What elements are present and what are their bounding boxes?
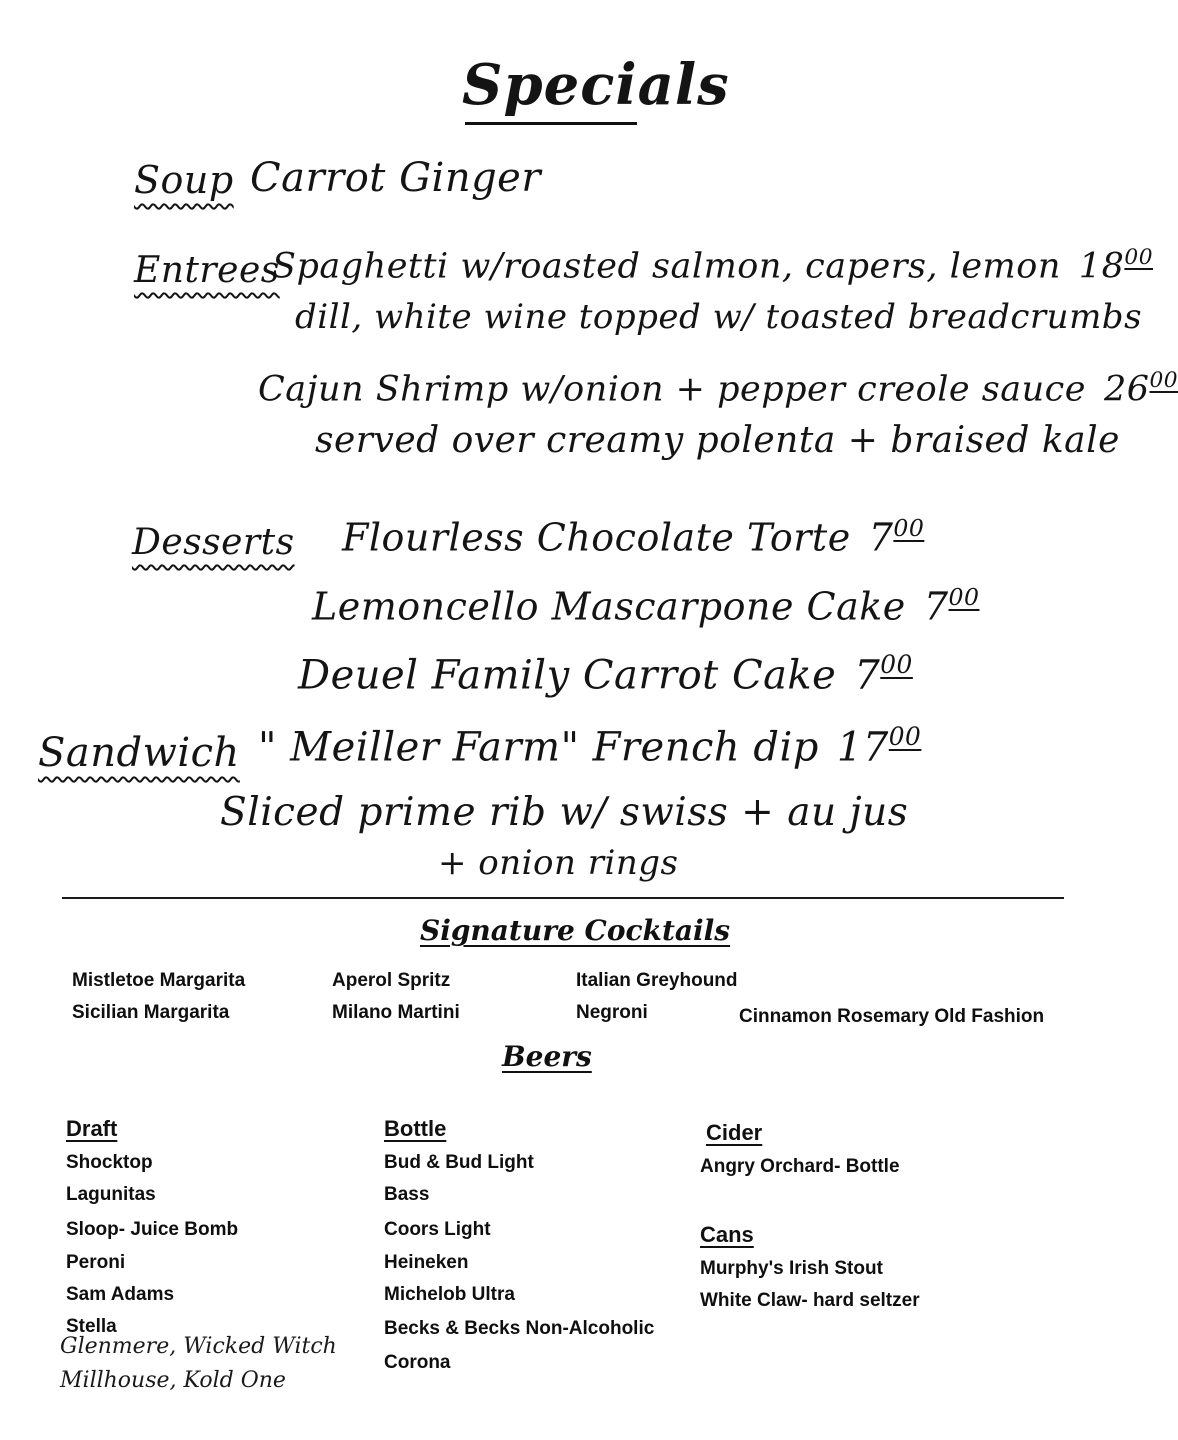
list-item: Lagunitas (66, 1184, 156, 1205)
cocktails-heading: Signature Cocktails (420, 914, 731, 947)
entree-2-desc: Cajun Shrimp w/onion + pepper creole sauce (258, 369, 1086, 410)
soup-label: Soup (134, 158, 234, 202)
sandwich-line2: Sliced prime rib w/ swiss + au jus (220, 790, 909, 835)
list-item: Heineken (384, 1252, 469, 1273)
entree-1-price-dollars: 18 (1078, 246, 1125, 287)
beers-heading: Beers (502, 1040, 592, 1073)
list-item: Milano Martini (332, 1002, 460, 1023)
dessert-3 (298, 650, 913, 698)
entree-1-desc: Spaghetti w/roasted salmon, capers, lemon (272, 246, 1061, 287)
dessert-2-price-dollars: 7 (923, 584, 949, 629)
title-underline (465, 122, 637, 125)
dessert-2 (312, 583, 979, 629)
draft-heading: Draft (66, 1116, 118, 1141)
soup-item: Carrot Ginger (250, 155, 541, 201)
list-item: Aperol Spritz (332, 970, 451, 991)
sandwich-name: " Meiller Farm" French dip (258, 724, 819, 771)
entree-1-line2: dill, white wine topped w/ toasted breadcrumbs (295, 297, 1143, 337)
page-title: Specials (462, 52, 730, 118)
entree-1-price (1079, 245, 1153, 286)
bottle-heading: Bottle (384, 1116, 447, 1141)
entree-2-price (1104, 368, 1178, 409)
dessert-2-name: Lemoncello Mascarpone Cake (312, 584, 906, 629)
list-item: Italian Greyhound (576, 970, 738, 991)
entree-2-line2: served over creamy polenta + braised kale (315, 420, 1120, 461)
dessert-2-price-cents: 00 (948, 583, 980, 611)
draft-handwritten-2: Millhouse, Kold One (60, 1368, 286, 1393)
dessert-3-name: Deuel Family Carrot Cake (298, 652, 837, 699)
dessert-2-price (924, 583, 980, 629)
section-divider (62, 897, 1064, 899)
list-item: Cinnamon Rosemary Old Fashion (739, 1006, 1045, 1027)
list-item: Corona (384, 1352, 451, 1373)
cans-heading: Cans (700, 1222, 754, 1247)
list-item: Sam Adams (66, 1284, 175, 1305)
sandwich-line1 (258, 722, 921, 770)
list-item: Bass (384, 1184, 430, 1205)
entrees-label: Entrees (134, 250, 280, 291)
list-item: Coors Light (384, 1219, 491, 1240)
entree-1-line1 (272, 245, 1153, 286)
sandwich-label: Sandwich (38, 730, 240, 776)
dessert-1-price (869, 514, 925, 560)
list-item: Peroni (66, 1252, 126, 1273)
list-item: Sicilian Margarita (72, 1002, 230, 1023)
list-item: Murphy's Irish Stout (700, 1258, 883, 1279)
desserts-label: Desserts (132, 522, 295, 563)
list-item: Stella (66, 1316, 117, 1337)
list-item: Bud & Bud Light (384, 1152, 534, 1173)
dessert-1 (342, 514, 924, 560)
entree-2-price-cents: 00 (1149, 368, 1178, 393)
list-item: Angry Orchard- Bottle (700, 1156, 900, 1177)
list-item: Becks & Becks Non-Alcoholic (384, 1318, 655, 1339)
dessert-1-price-cents: 00 (893, 514, 925, 542)
sandwich-line3: + onion rings (438, 843, 679, 883)
draft-handwritten-1: Glenmere, Wicked Witch (60, 1334, 337, 1359)
dessert-3-price-dollars: 7 (854, 652, 881, 699)
list-item: Michelob Ultra (384, 1284, 515, 1305)
list-item: Negroni (576, 1002, 648, 1023)
dessert-3-price-cents: 00 (880, 650, 913, 679)
list-item: Mistletoe Margarita (72, 970, 246, 991)
entree-1-price-cents: 00 (1124, 245, 1154, 270)
entree-2-price-dollars: 26 (1103, 369, 1150, 410)
list-item: Shocktop (66, 1152, 153, 1173)
list-item: Sloop- Juice Bomb (66, 1219, 239, 1240)
sandwich-price (837, 722, 921, 770)
dessert-1-price-dollars: 7 (868, 515, 894, 560)
dessert-1-name: Flourless Chocolate Torte (342, 515, 851, 560)
sandwich-price-dollars: 17 (836, 724, 889, 771)
cider-heading: Cider (706, 1120, 763, 1145)
sandwich-price-cents: 00 (888, 722, 922, 751)
list-item: White Claw- hard seltzer (700, 1290, 920, 1311)
entree-2-line1 (258, 368, 1178, 409)
dessert-3-price (854, 650, 913, 698)
